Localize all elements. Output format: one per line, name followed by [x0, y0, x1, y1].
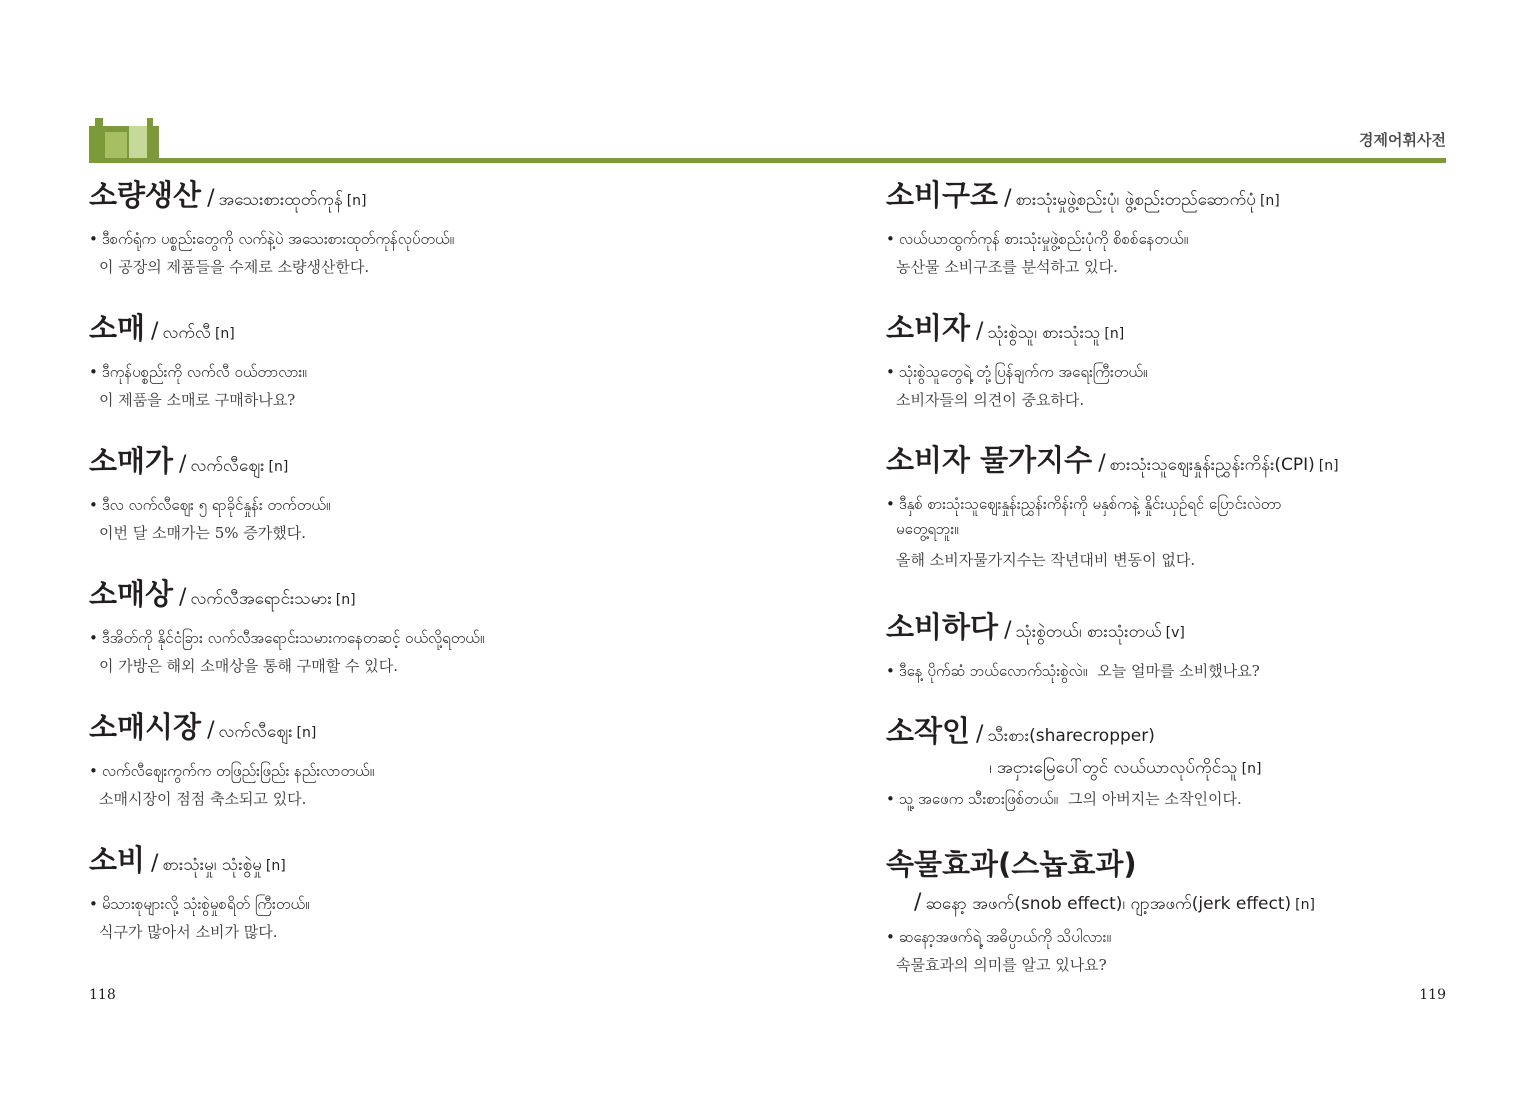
- example-burmese-continued: မတွေ့ရဘူး။: [896, 520, 959, 538]
- translation-line: / ဆနော့ အဖက်(snob effect)၊ ဂျာ့အဖက်(jerk effect) [n]: [914, 890, 1315, 915]
- part-of-speech: [n]: [346, 193, 367, 209]
- part-of-speech: [n]: [265, 858, 286, 874]
- example-korean: 이 공장의 제품들을 수제로 소량생산한다.: [99, 258, 370, 276]
- part-of-speech: [n]: [1241, 761, 1262, 777]
- entry-headline: [886, 847, 1446, 886]
- example-korean: 소매시장이 점점 축소되고 있다.: [99, 790, 307, 808]
- dictionary-entry: [886, 311, 1446, 411]
- headword: 속물효과(스놉효과): [886, 847, 1137, 881]
- example-burmese: • သုံးစွဲသူတွေရဲ့ တုံ့ပြန်ချက်က အရေးကြီးတယ်။: [886, 363, 1148, 381]
- entry-headline: 소비구조 / စားသုံးမှုဖွဲ့စည်းပုံ၊ ဖွဲ့စည်းတည်ဆောက်ပုံ [n]: [886, 178, 1280, 212]
- example-korean: 올해 소비자물가지수는 작년대비 변동이 없다.: [896, 551, 1196, 569]
- example-korean: 식구가 많아서 소비가 많다.: [99, 923, 278, 941]
- translation: အသေးစားထုတ်ကုန်: [218, 190, 343, 210]
- part-of-speech: [n]: [1295, 897, 1315, 913]
- part-of-speech: [n]: [268, 459, 289, 475]
- dictionary-entry: [886, 714, 1446, 810]
- headword: 소비구조: [886, 178, 999, 212]
- example-korean: 이 가방은 해외 소매상을 통해 구매할 수 있다.: [99, 657, 398, 675]
- translation: လက်လီအရောင်းသမား: [190, 589, 332, 609]
- example-korean: 오늘 얼마를 소비했나요?: [1097, 662, 1260, 680]
- example-korean: 이번 달 소매가는 5% 증가했다.: [99, 524, 307, 542]
- headword: 소비자 물가지수: [886, 443, 1093, 477]
- translation-continued: ၊ အငှားမြေပေါ်တွင် လယ်ယာလုပ်ကိုင်သူ [n]: [989, 758, 1262, 778]
- translation: လက်လီဈေး: [190, 456, 265, 476]
- header-rule: [89, 158, 1446, 163]
- translation: သီးစား(sharecropper): [987, 726, 1155, 746]
- translation: ဆနော့ အဖက်(snob effect)၊ ဂျာ့အဖက်(jerk effect): [925, 894, 1292, 914]
- example-korean: 이 제품을 소매로 구매하나요?: [99, 391, 296, 409]
- example-korean: 그의 아버지는 소작인이다.: [1068, 790, 1242, 808]
- entry-headline: 소비하다 / သုံးစွဲတယ်၊ စားသုံးတယ် [v]: [886, 610, 1185, 644]
- part-of-speech: [n]: [1318, 458, 1339, 474]
- dictionary-entry: [89, 444, 749, 544]
- headword: 소매상: [89, 577, 174, 611]
- part-of-speech: [n]: [1104, 326, 1125, 342]
- example-burmese: • ဒီနေ့ ပိုက်ဆံ ဘယ်လောက်သုံးစွဲလဲ။ 오늘 얼마를 소비했나요?: [886, 662, 1260, 680]
- translation: လက်လီ: [162, 323, 211, 343]
- example-burmese: • လက်လီဈေးကွက်က တဖြည်းဖြည်း နည်းလာတယ်။: [89, 762, 375, 780]
- headword: 소비하다: [886, 610, 999, 644]
- dictionary-entry: [886, 610, 1446, 682]
- headword: 소비자: [886, 311, 971, 345]
- dictionary-entry: [886, 178, 1446, 278]
- example-burmese: • မိသားစုများလို့ သုံးစွဲမှုစရိတ် ကြီးတယ်။: [89, 895, 310, 913]
- example-burmese: • ဒီလ လက်လီဈေး ၅ ရာခိုင်နှုန်း တက်တယ်။: [89, 496, 331, 514]
- example-korean: 소비자들의 의견이 중요하다.: [896, 391, 1085, 409]
- headword: 소비: [89, 843, 146, 877]
- example-burmese: • ဒီစက်ရုံက ပစ္စည်းတွေကို လက်နဲ့ပဲ အသေးစားထုတ်ကုန်လုပ်တယ်။: [89, 230, 455, 248]
- dictionary-entry: [89, 843, 749, 943]
- dictionary-entry: [89, 577, 749, 677]
- example-burmese: • ဒီအိတ်ကို နိုင်ငံခြား လက်လီအရောင်းသမားကနေတဆင့် ဝယ်လို့ရတယ်။: [89, 629, 485, 647]
- page-number-left: 118: [89, 987, 116, 1003]
- entry-headline: 소비자 물가지수 / စားသုံးသူဈေးနှုန်းညွှန်းကိန်း(CPI) [n]: [886, 443, 1339, 477]
- example-burmese: • ဒီနှစ် စားသုံးသူဈေးနှုန်းညွှန်းကိန်းကို မနှစ်ကနဲ့ နှိုင်းယှဉ်ရင် ပြောင်းလဲတာ: [886, 495, 1282, 513]
- part-of-speech: [v]: [1165, 625, 1185, 641]
- part-of-speech: [n]: [1259, 193, 1280, 209]
- translation: သုံးစွဲတယ်၊ စားသုံးတယ်: [1015, 622, 1162, 642]
- headword: 소매시장: [89, 710, 202, 744]
- translation: စားသုံးမှုဖွဲ့စည်းပုံ၊ ဖွဲ့စည်းတည်ဆောက်ပုံ: [1015, 190, 1256, 210]
- dictionary-entry: [886, 443, 1446, 571]
- part-of-speech: [n]: [214, 326, 235, 342]
- entry-headline: 소매시장 / လက်လီဈေး [n]: [89, 710, 317, 744]
- entry-headline: 소작인 / သီးစား(sharecropper): [886, 714, 1155, 748]
- example-burmese: • ဒီကုန်ပစ္စည်းကို လက်လီ ဝယ်တာလား။: [89, 363, 307, 381]
- translation: စားသုံးမှု၊ သုံးစွဲမှု: [162, 855, 262, 875]
- headword: 소량생산: [89, 178, 202, 212]
- example-burmese: • လယ်ယာထွက်ကုန် စားသုံးမှုဖွဲ့စည်းပုံကို စိစစ်နေတယ်။: [886, 230, 1189, 248]
- entry-headline: 소비 / စားသုံးမှု၊ သုံးစွဲမှု [n]: [89, 843, 286, 877]
- dictionary-entry: [886, 847, 1446, 976]
- translation: သုံးစွဲသူ၊ စားသုံးသူ: [987, 323, 1101, 343]
- header-logo: [89, 118, 159, 160]
- example-burmese: • သူ့ အဖေက သီးစားဖြစ်တယ်။ 그의 아버지는 소작인이다.: [886, 790, 1242, 808]
- translation: လက်လီဈေး: [218, 722, 293, 742]
- page-number-right: 119: [1419, 987, 1446, 1003]
- headword: 소작인: [886, 714, 971, 748]
- headword: 소매가: [89, 444, 174, 478]
- entry-headline: 소매상 / လက်လီအရောင်းသမား [n]: [89, 577, 356, 611]
- part-of-speech: [n]: [296, 725, 317, 741]
- example-korean: 속물효과의 의미를 알고 있나요?: [896, 956, 1107, 974]
- entry-headline: 소비자 / သုံးစွဲသူ၊ စားသုံးသူ [n]: [886, 311, 1125, 345]
- translation: စားသုံးသူဈေးနှုန်းညွှန်းကိန်း(CPI): [1109, 455, 1315, 475]
- entry-headline: 소매가 / လက်လီဈေး [n]: [89, 444, 289, 478]
- running-title: 경제어휘사전: [1359, 131, 1446, 149]
- dictionary-entry: [89, 178, 749, 278]
- entry-headline: 소량생산 / အသေးစားထုတ်ကုန် [n]: [89, 178, 367, 212]
- dictionary-entry: [89, 710, 749, 810]
- example-burmese: • ဆနော့အဖက်ရဲ့ အဓိပ္ပာယ်ကို သိပါလား။: [886, 928, 1111, 946]
- entry-headline: 소매 / လက်လီ [n]: [89, 311, 235, 345]
- example-korean: 농산물 소비구조를 분석하고 있다.: [896, 258, 1118, 276]
- headword: 소매: [89, 311, 146, 345]
- part-of-speech: [n]: [335, 592, 356, 608]
- dictionary-entry: [89, 311, 749, 411]
